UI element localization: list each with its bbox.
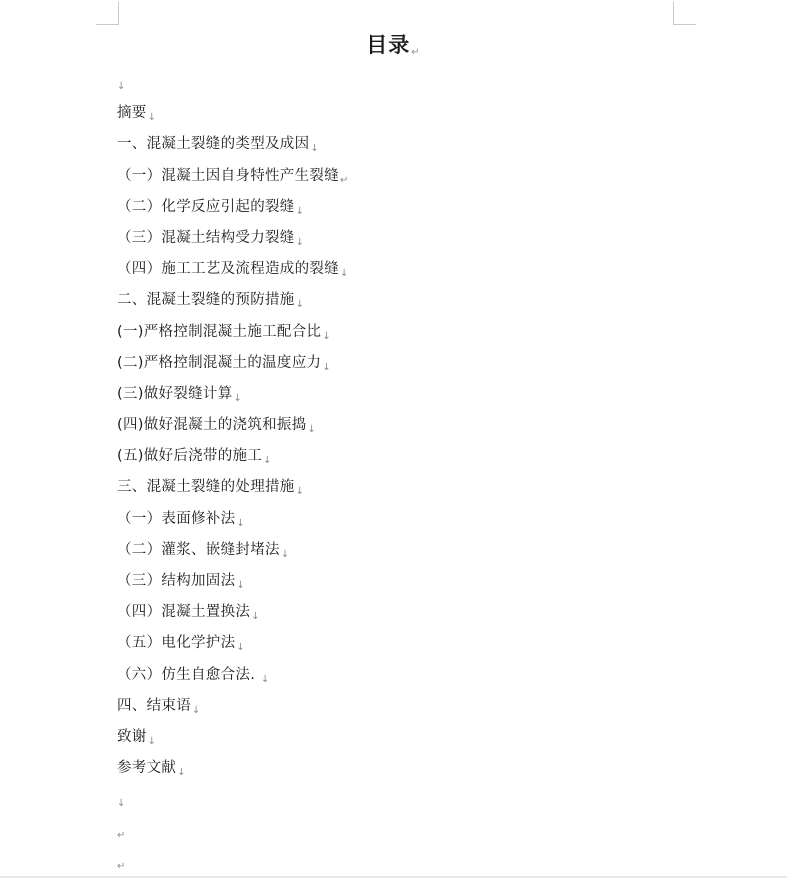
line-break-mark: ↓ [322,330,332,342]
toc-entry-text: 三、混凝土裂缝的处理措施 [117,479,295,496]
toc-entry-text: （一）混凝土因自身特性产生裂缝 [117,167,339,184]
line-break-mark: ↓ [117,798,126,810]
line-break-mark: ↓ [263,455,272,467]
toc-entry-text: (一)严格控制混凝土施工配合比 [117,323,322,340]
toc-entry-text: 摘要 [117,105,147,122]
toc-entry-text: （四）施工工艺及流程造成的裂缝 [117,261,339,278]
paragraph-mark: ↵ [117,829,126,841]
toc-entry[interactable] [117,691,349,722]
toc-entry-text: 一、混凝土裂缝的类型及成因 [117,136,310,153]
toc-entry-text: (五)做好后浇带的施工 [117,448,263,465]
paragraph-mark: ↵ [411,47,421,58]
line-break-mark: ↓ [310,143,320,155]
line-break-mark: ↓ [147,735,157,747]
crop-mark-top-left [96,2,119,25]
toc-entry-text: 二、混凝土裂缝的预防措施 [117,292,295,309]
line-break-mark: ↓ [236,642,246,654]
line-break-mark: ↓ [117,81,126,92]
line-break-mark: ↓ [251,611,260,623]
empty-paragraph[interactable] [117,67,349,98]
toc-entry[interactable] [117,472,349,503]
toc-title-text: 目录 [366,33,411,57]
line-break-mark: ↓ [261,673,270,685]
paragraph-mark: ↵ [340,174,349,186]
toc-entry[interactable] [117,379,349,410]
empty-paragraph[interactable] [117,847,349,878]
toc-entry[interactable] [117,535,349,566]
toc-entry-text: （二）灌浆、嵌缝封堵法 [117,541,280,558]
toc-entry-text: 四、结束语 [117,697,191,714]
line-break-mark: ↓ [295,299,305,311]
toc-entry-text: （五）电化学护法 [117,635,236,652]
line-break-mark: ↓ [295,236,305,248]
toc-entry[interactable] [117,722,349,753]
empty-paragraph[interactable] [117,784,349,815]
toc-entry[interactable] [117,317,349,348]
line-break-mark: ↓ [280,548,290,560]
line-break-mark: ↓ [295,486,305,498]
line-break-mark: ↓ [236,517,246,529]
toc-entry[interactable] [117,192,349,223]
line-break-mark: ↓ [322,361,332,373]
toc-entry[interactable] [117,660,349,691]
line-break-mark: ↓ [192,704,201,716]
toc-entry[interactable] [117,753,349,784]
toc-entry-text: （四）混凝土置换法 [117,604,251,621]
toc-entry[interactable] [117,597,349,628]
crop-mark-top-right [673,2,696,25]
toc-entry[interactable] [117,129,349,160]
toc-entry[interactable] [117,254,349,285]
toc-entry-text: (二)严格控制混凝土的温度应力 [117,354,322,371]
toc-entry[interactable] [117,161,349,192]
line-break-mark: ↓ [307,424,317,436]
toc-entry-text: （二）化学反应引起的裂缝 [117,198,295,215]
line-break-mark: ↓ [236,580,246,591]
toc-list [117,67,349,878]
line-break-mark: ↓ [147,112,157,124]
toc-entry-text: 致谢 [117,728,147,745]
line-break-mark: ↓ [295,205,305,217]
toc-entry[interactable] [117,628,349,659]
toc-entry[interactable] [117,504,349,535]
line-break-mark: ↓ [340,268,349,280]
toc-entry[interactable] [117,410,349,441]
toc-entry[interactable] [117,348,349,379]
toc-title[interactable] [0,30,787,68]
toc-entry[interactable] [117,566,349,597]
toc-entry-text: （三）结构加固法 [117,573,236,589]
toc-entry-text: (四)做好混凝土的浇筑和振捣 [117,417,307,434]
paragraph-mark: ↵ [117,860,126,872]
toc-entry[interactable] [117,285,349,316]
toc-entry-text: （三）混凝土结构受力裂缝 [117,229,295,246]
toc-entry[interactable] [117,98,349,129]
empty-paragraph[interactable] [117,816,349,847]
toc-entry-text: （一）表面修补法 [117,510,236,527]
toc-entry[interactable] [117,441,349,472]
toc-entry-text: （六）仿生自愈合法. [117,666,261,683]
toc-entry-text: (三)做好裂缝计算 [117,385,233,402]
toc-entry-text: 参考文献 [117,760,177,777]
line-break-mark: ↓ [233,392,243,404]
toc-entry[interactable] [117,223,349,254]
line-break-mark: ↓ [177,767,186,779]
